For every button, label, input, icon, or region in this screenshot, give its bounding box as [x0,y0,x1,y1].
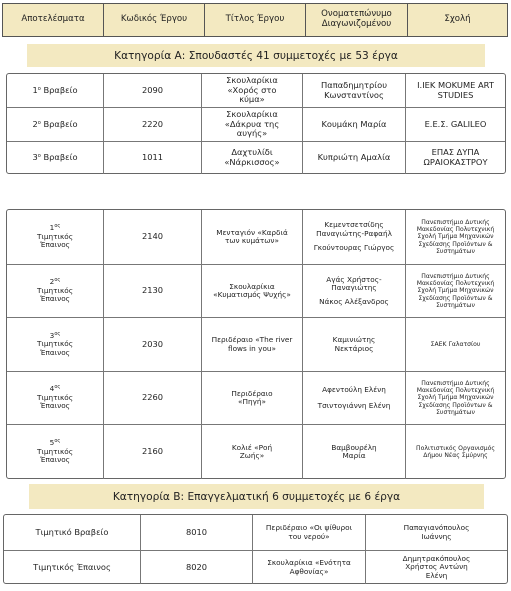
name-cell: Αφεντούλη Ελένη Τσιντογιάννη Ελένη [303,372,406,424]
result-cell: $1^{o\varsigma}$ Τιμητικός Έπαινος [7,210,104,264]
table-row [4,551,507,584]
code-cell: 2030 [104,318,202,371]
title-cell: Σκουλαρίκια «Χορός στο κύμα» [202,74,303,107]
header-code: Κωδικός Έργου [104,4,205,36]
school-cell: Πανεπιστήμιο Δυτικής Μακεδονίας Πολυτεχνική Σχολή Τμήμα Μηχανικών Σχεδίασης Προϊόντων & Συστημάτων [416,380,495,416]
title-cell: Κολιέ «Ροή Ζωής» [202,425,303,479]
title-cell: Μενταγιόν «Καρδιά των κυμάτων» [202,210,303,264]
name-cell: Παπαδημητρίου Κωνσταντίνος [303,74,406,107]
result-cell: Τιμητικός Έπαινος [4,551,141,584]
name-cell: Κυπριώτη Αμαλία [303,142,406,174]
school-cell: Πανεπιστήμιο Δυτικής Μακεδονίας Πολυτεχνική Σχολή Τμήμα Μηχανικών Σχεδίασης Προϊόντων & Συστημάτων [416,219,495,255]
table-row [7,265,505,317]
honors-table [6,209,506,479]
result-cell: $3^o$ Βραβείο [7,142,104,174]
name-cell: Βαμβουρέλη Μαρία [303,425,406,479]
category-a-title: Κατηγορία Α: Σπουδαστές 41 συμμετοχές με 53 έργα [114,49,398,62]
title-cell: Περιδέραιο «Οι ψίθυροι του νερού» [253,515,366,550]
table-row [7,318,505,371]
name-cell: Καμινιώτης Νεκτάριος [303,318,406,371]
code-cell: 2140 [104,210,202,264]
school-cell: Ε.Ε.Σ. GALILEO [424,118,487,129]
code-cell: 2220 [104,108,202,141]
title-cell: Σκουλαρίκια «Δάκρυα της αυγής» [202,108,303,141]
school-cell: I.IEK MOKUME ART STUDIES [417,79,494,100]
result-cell: $2^o$ Βραβείο [7,108,104,141]
code-cell: 1011 [104,142,202,174]
name-cell: Κεμεντσετσίδης Παναγιώτης-Ραφαήλ Γκούντουρας Γιώργος [303,210,406,264]
awards-table [6,73,506,174]
title-cell: Σκουλαρίκια «Κυματισμός Ψυχής» [202,265,303,317]
result-cell: $2^{o\varsigma}$ Τιμητικός Έπαινος [7,265,104,317]
title-cell: Περιδέραιο «Πηγή» [202,372,303,424]
result-cell: $5^{o\varsigma}$ Τιμητικός Έπαινος [7,425,104,479]
result-cell: $1^o$ Βραβείο [7,74,104,107]
result-cell: $3^{o\varsigma}$ Τιμητικός Έπαινος [7,318,104,371]
name-cell: Δημητρακόπουλος Χρήστος Αντώνη Ελένη [402,553,471,580]
header-name: Ονοματεπώνυμο Διαγωνιζομένου [306,4,408,36]
category-b-table [3,514,508,584]
result-cell: Τιμητικό Βραβείο [4,515,141,550]
table-row [7,372,505,424]
category-b-banner [29,484,484,509]
table-row [7,425,505,479]
code-cell: 8020 [141,551,253,584]
title-cell: Σκουλαρίκια «Ενότητα Αφθονίας» [253,551,366,584]
category-b-title: Κατηγορία Β: Επαγγελματική 6 συμμετοχές με 6 έργα [112,490,401,503]
table-row [7,108,505,141]
header-results: Αποτελέσματα [3,4,104,36]
school-cell: Πολιτιστικός Οργανισμός Δήμου Νέας Σμύρνης [416,444,495,459]
header-school: Σχολή [444,14,471,25]
school-cell: ΣΑΕΚ Γαλατσίου [430,340,481,348]
name-cell: Κουμάκη Μαρία [303,108,406,141]
title-cell: Περιδέραιο «The river flows in you» [202,318,303,371]
title-cell: Δαχτυλίδι «Νάρκισσος» [202,142,303,174]
table-row [7,74,505,107]
header-title: Τίτλος Έργου [205,4,306,36]
result-cell: $4^{o\varsigma}$ Τιμητικός Έπαινος [7,372,104,424]
category-a-banner [27,44,485,67]
school-cell: ΕΠΑΣ ΔΥΠΑ ΩΡΑΙΟΚΑΣΤΡΟΥ [423,147,488,167]
table-header [2,3,508,37]
name-cell: Αγάς Χρήστος-Παναγιώτης Νάκος Αλέξανδρος [303,265,406,317]
name-cell: Παπαγιανόπουλος Ιωάννης [403,523,470,541]
table-row [7,210,505,264]
code-cell: 2160 [104,425,202,479]
code-cell: 8010 [141,515,253,550]
code-cell: 2260 [104,372,202,424]
code-cell: 2130 [104,265,202,317]
table-row [4,515,507,550]
code-cell: 2090 [104,74,202,107]
table-row [7,142,505,174]
school-cell: Πανεπιστήμιο Δυτικής Μακεδονίας Πολυτεχνική Σχολή Τμήμα Μηχανικών Σχεδίασης Προϊόντων & Συστημάτων [416,273,495,309]
